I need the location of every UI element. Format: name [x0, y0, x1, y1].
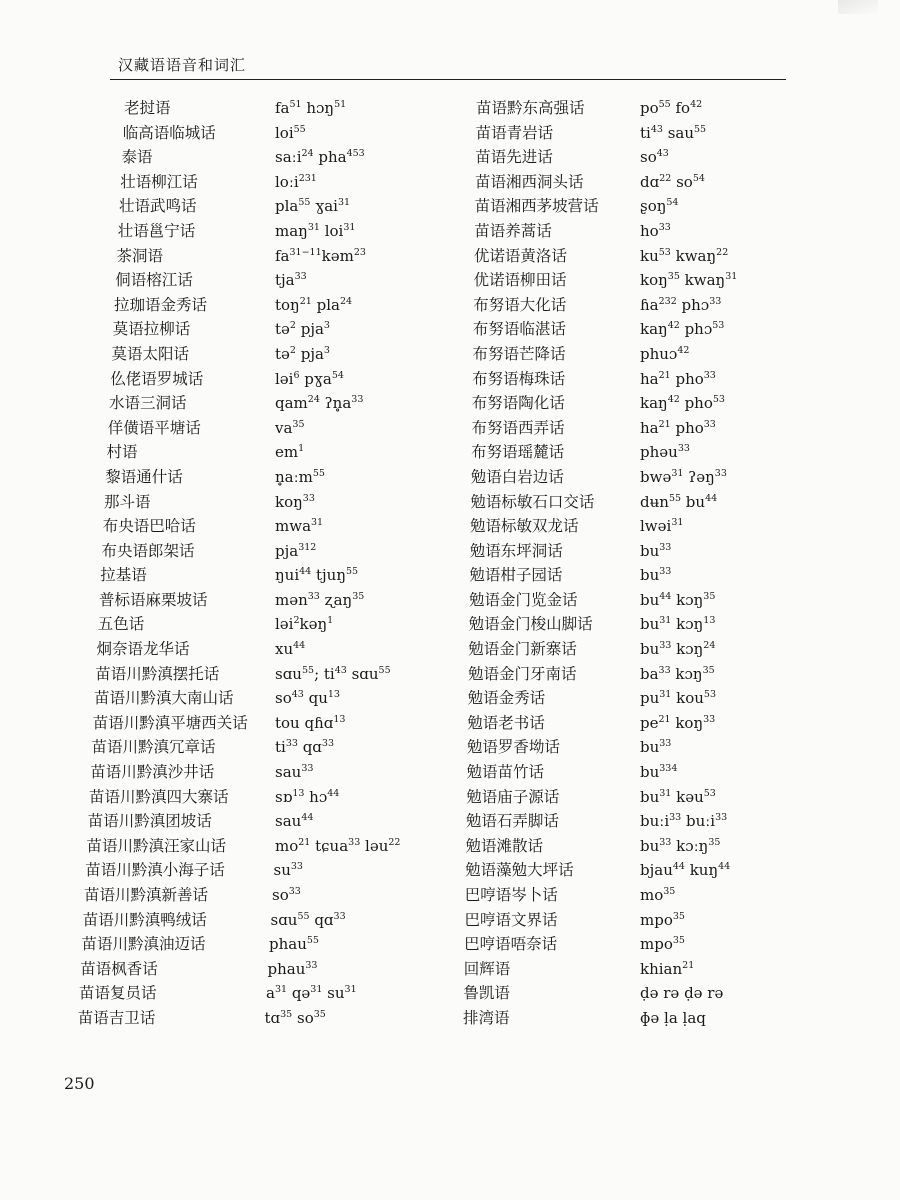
phonetic-form: koŋ$^{35}$ kwaŋ$^{31}$: [640, 271, 738, 290]
phonetic-form: lwəi$^{31}$: [640, 517, 684, 536]
entry-row: [0, 908, 900, 933]
entry-row: [0, 735, 900, 760]
language-name: 排湾语: [463, 1008, 510, 1027]
entry-row: [0, 244, 900, 269]
phonetic-form: sau$^{44}$: [275, 812, 314, 831]
language-name: 勉语藻勉大坪话: [465, 861, 574, 880]
phonetic-form: $bu^{31}$ kɔŋ$^{13}$: [640, 615, 716, 634]
entry-row: [0, 834, 900, 859]
phonetic-form: tou qɦɑ$^{13}$: [275, 713, 346, 732]
entry-row: [0, 809, 900, 834]
phonetic-form: tə$^2$ pja$^3$: [275, 344, 330, 363]
language-name: 炯奈语龙华话: [96, 640, 190, 659]
phonetic-form: $bu^{33}$: [640, 738, 672, 757]
phonetic-form: $su^{33}$: [273, 861, 303, 880]
right-column: [0, 96, 900, 1031]
entry-row: [0, 858, 900, 883]
language-name: 布努语临湛话: [472, 320, 566, 339]
phonetic-form: $bu^{31}$ kəu$^{53}$: [640, 787, 716, 806]
phonetic-form: pja$^{312}$: [275, 541, 317, 560]
language-name: 勉语柑子园话: [469, 566, 563, 585]
language-name: 佯僙语平塘话: [107, 418, 201, 437]
entry-row: [0, 711, 900, 736]
language-name: 苗语枫香话: [80, 959, 158, 978]
phonetic-form: $mo^{21}$ tɕua$^{33}$ ləu$^{22}$: [275, 836, 401, 855]
phonetic-form: $a^{31}$ qə$^{31}$ $su^{31}$: [266, 984, 357, 1003]
phonetic-form: $ba^{33}$ kɔŋ$^{35}$: [640, 664, 715, 683]
language-name: 莫语拉柳话: [112, 320, 191, 339]
language-name: 勉语石弄脚话: [465, 812, 559, 831]
language-name: 优诺语柳田话: [473, 271, 567, 290]
phonetic-form: phau$^{33}$: [267, 959, 318, 978]
language-name: 拉珈语金秀话: [114, 295, 208, 314]
language-name: 勉语庙子源话: [466, 787, 560, 806]
language-name: 巴哼语文界话: [464, 910, 558, 929]
phonetic-form: $po^{55}$ $fo^{42}$: [640, 99, 703, 117]
phonetic-form: koŋ$^{33}$: [275, 492, 315, 511]
phonetic-form: $bu^{44}$ kɔŋ$^{35}$: [640, 590, 716, 609]
language-name: 临高语临城话: [122, 123, 216, 142]
language-name: 苗语吉卫话: [77, 1008, 156, 1027]
phonetic-form: ləi$^6$ pɣa$^{54}$: [275, 369, 344, 388]
language-name: 布央语巴哈话: [102, 517, 196, 536]
phonetic-form: kaŋ$^{42}$ pho$^{53}$: [640, 394, 725, 413]
entry-row: [0, 883, 900, 908]
language-name: 勉语老书话: [467, 713, 545, 732]
page-number: 250: [64, 1074, 95, 1093]
language-name: 壮语柳江话: [120, 172, 198, 191]
language-name: 勉语罗香坳话: [466, 738, 560, 757]
language-name: 侗语榕江话: [115, 271, 193, 290]
phonetic-form: $em^1$: [275, 443, 305, 462]
phonetic-form: $so^{33}$: [272, 886, 301, 904]
entry-row: [0, 416, 900, 441]
language-name: 苗语养蒿话: [474, 221, 552, 240]
language-name: 苗语川黔滇油迈话: [81, 935, 206, 954]
language-name: 布努语西弄话: [471, 418, 565, 437]
phonetic-form: $so^{43}$ $qu^{13}$: [275, 689, 340, 708]
phonetic-form: ʂoŋ$^{54}$: [640, 197, 679, 216]
entry-row: [0, 391, 900, 416]
entry-row: [0, 490, 900, 515]
language-name: 五色话: [97, 615, 145, 634]
running-header: 汉藏语语音和词汇: [118, 56, 247, 74]
phonetic-form: mən$^{33}$ ʐaŋ$^{35}$: [275, 590, 365, 609]
language-name: 鲁凯语: [463, 984, 510, 1003]
language-name: 优诺语黄洛话: [473, 246, 567, 265]
entry-row: [0, 588, 900, 613]
entry-row: [0, 367, 900, 392]
entry-row: [0, 785, 900, 810]
language-name: 布努语大化话: [473, 295, 567, 314]
phonetic-form: n̥aːm$^{55}$: [275, 467, 325, 486]
language-name: 苗语川黔滇大南山话: [94, 689, 234, 708]
entry-row: [0, 981, 900, 1006]
entry-row: [0, 465, 900, 490]
phonetic-form: phuɔ$^{42}$: [640, 344, 690, 363]
phonetic-form: loːi$^{231}$: [275, 172, 317, 191]
language-name: 苗语川黔滇冗章话: [91, 738, 216, 757]
entry-row: [0, 686, 900, 711]
entry-row: [0, 662, 900, 687]
language-name: 苗语复员话: [79, 984, 157, 1003]
language-name: 黎语通什话: [105, 467, 183, 486]
phonetic-form: mpo$^{35}$: [640, 910, 685, 929]
entry-row: [0, 539, 900, 564]
phonetic-form: maŋ$^{31}$ loi$^{31}$: [275, 221, 356, 240]
language-name: 勉语白岩边话: [470, 467, 564, 486]
phonetic-form: qam$^{24}$ $ʔn̥a^{33}$: [275, 394, 364, 413]
language-name: 苗语川黔滇摆托话: [95, 664, 220, 683]
language-name: 苗语川黔滇四大寨话: [89, 787, 229, 806]
language-name: 壮语邕宁话: [117, 221, 196, 240]
entry-row: [0, 145, 900, 170]
phonetic-form: $so^{43}$: [640, 148, 669, 167]
language-name: 勉语苗竹话: [466, 763, 545, 782]
entry-row: [0, 637, 900, 662]
phonetic-form: $pu^{31}$ kou$^{53}$: [640, 689, 717, 708]
language-name: 巴哼语岑卜话: [464, 886, 558, 904]
phonetic-form: $bu^{33}$: [640, 541, 672, 560]
language-name: 布央语郎架话: [101, 541, 195, 560]
entry-row: [0, 514, 900, 539]
header-rule: [110, 79, 786, 80]
phonetic-form: phəu$^{33}$: [640, 443, 690, 462]
language-name: 苗语黔东高强话: [476, 99, 585, 117]
language-name: 普标语麻栗坡话: [99, 590, 208, 609]
language-name: 布努语芒降话: [472, 344, 566, 363]
language-name: 苗语川黔滇团坡话: [87, 812, 212, 831]
phonetic-form: khian$^{21}$: [640, 959, 695, 978]
language-name: 苗语湘西洞头话: [474, 172, 584, 191]
phonetic-form: buːi$^{33}$ buːi$^{33}$: [640, 812, 728, 831]
phonetic-form: ɸə ḷa ḷaq: [640, 1008, 706, 1027]
language-name: 勉语滩散话: [465, 836, 544, 855]
language-name: 苗语川黔滇小海子话: [85, 861, 225, 880]
phonetic-form: $ho^{33}$: [640, 221, 671, 240]
phonetic-form: $bu^{33}$: [640, 566, 672, 585]
language-name: 勉语金门梭山脚话: [468, 615, 593, 634]
phonetic-form: sɑu$^{55}$ qɑ$^{33}$: [270, 910, 346, 929]
language-name: 苗语川黔滇汪家山话: [86, 836, 227, 855]
phonetic-form: toŋ$^{21}$ pla$^{24}$: [275, 295, 353, 314]
phonetic-form: mpo$^{35}$: [640, 935, 685, 954]
phonetic-form: $bu^{33}$ kɔːŋ$^{35}$: [640, 836, 721, 855]
entry-row: [0, 268, 900, 293]
entry-row: [0, 342, 900, 367]
language-name: 勉语标敏石口交话: [470, 492, 595, 511]
phonetic-form: ləi$^2$kəŋ$^1$: [275, 615, 334, 634]
language-name: 仫佬语罗城话: [110, 369, 204, 388]
language-name: 拉基语: [100, 566, 147, 585]
language-name: 村语: [106, 443, 138, 462]
language-name: 苗语川黔滇平塘西关话: [92, 713, 248, 732]
page-corner-shadow: [838, 0, 878, 14]
language-name: 老挝语: [124, 99, 171, 117]
phonetic-form: $ti^{43}$ sau$^{55}$: [640, 123, 707, 142]
language-name: 回辉语: [463, 959, 511, 978]
language-name: 壮语武鸣话: [119, 197, 197, 216]
phonetic-form: ɦa$^{232}$ phɔ$^{33}$: [640, 295, 722, 314]
phonetic-form: $pe^{21}$ koŋ$^{33}$: [640, 713, 716, 732]
language-name: 苗语川黔滇鸭绒话: [82, 910, 207, 929]
phonetic-form: loi$^{55}$: [275, 123, 306, 142]
phonetic-form: mwa$^{31}$: [275, 517, 324, 536]
phonetic-form: $bu^{334}$: [640, 763, 678, 782]
language-name: 布努语瑶麓话: [471, 443, 565, 462]
language-name: 勉语金门牙南话: [467, 664, 577, 683]
phonetic-form: dɑ$^{22}$ $so^{54}$: [640, 172, 705, 191]
phonetic-form: $ha^{21}$ pho$^{33}$: [640, 369, 716, 388]
phonetic-form: tja$^{33}$: [275, 271, 307, 290]
language-name: 勉语标敏双龙话: [470, 517, 579, 536]
entry-row: [0, 121, 900, 146]
phonetic-form: phau$^{55}$: [269, 935, 319, 954]
phonetic-form: bjau$^{44}$ kuŋ$^{44}$: [640, 861, 731, 880]
entry-row: [0, 440, 900, 465]
phonetic-form: ŋui$^{44}$ tjuŋ$^{55}$: [275, 566, 359, 585]
phonetic-form: ḍə rə ḍə rə: [640, 984, 724, 1003]
phonetic-form: $ti^{33}$ qɑ$^{33}$: [275, 738, 334, 757]
phonetic-form: tə$^2$ pja$^3$: [275, 320, 330, 339]
language-name: 巴哼语唔奈话: [464, 935, 558, 954]
language-name: 勉语金秀话: [467, 689, 546, 708]
phonetic-form: $mo^{35}$: [640, 886, 676, 904]
phonetic-form: saːi$^{24}$ pha$^{453}$: [275, 148, 365, 167]
language-name: 苗语川黔滇沙井话: [90, 763, 215, 782]
phonetic-form: $fa^{51}$ hɔŋ$^{51}$: [275, 99, 347, 117]
phonetic-form: tɑ$^{35}$ $so^{35}$: [264, 1008, 326, 1027]
phonetic-form: bwə$^{31}$ ʔəŋ$^{33}$: [640, 467, 727, 486]
phonetic-form: $va^{35}$: [275, 418, 305, 437]
phonetic-form: pla$^{55}$ ɣai$^{31}$: [275, 197, 351, 216]
language-name: 布努语梅珠话: [472, 369, 566, 388]
entry-row: [0, 760, 900, 785]
entry-row: [0, 96, 900, 121]
entry-row: [0, 317, 900, 342]
language-name: 苗语湘西茅坡营话: [474, 197, 599, 216]
entry-row: [0, 170, 900, 195]
entry-row: [0, 219, 900, 244]
language-name: 苗语先进话: [475, 148, 553, 167]
phonetic-form: sɒ$^{13}$ hɔ$^{44}$: [275, 787, 340, 806]
language-name: 莫语太阳话: [111, 344, 190, 363]
language-name: 布努语陶化话: [471, 394, 565, 413]
entry-row: [0, 932, 900, 957]
language-name: 苗语川黔滇新善话: [84, 886, 209, 904]
language-name: 勉语金门览金话: [469, 590, 578, 609]
language-name: 那斗语: [104, 492, 151, 511]
phonetic-form: $ha^{21}$ pho$^{33}$: [640, 418, 716, 437]
language-name: 泰语: [121, 148, 153, 167]
phonetic-form: sɑu$^{55}$; $ti^{43}$ sɑu$^{55}$: [275, 664, 391, 683]
entry-row: [0, 1006, 900, 1031]
phonetic-form: sau$^{33}$: [275, 763, 314, 782]
language-name: 勉语金门新寨话: [468, 640, 577, 659]
phonetic-form: $bu^{33}$ kɔŋ$^{24}$: [640, 640, 716, 659]
phonetic-form: $ku^{53}$ kwaŋ$^{22}$: [640, 246, 729, 265]
phonetic-form: $fa^{31-11}kəm^{23}$: [275, 246, 366, 265]
phonetic-form: dʉn$^{55}$ $bu^{44}$: [640, 492, 718, 511]
entry-row: [0, 293, 900, 318]
entry-row: [0, 612, 900, 637]
entry-row: [0, 957, 900, 982]
entry-row: [0, 563, 900, 588]
phonetic-form: kaŋ$^{42}$ phɔ$^{53}$: [640, 320, 725, 339]
phonetic-form: $xu^{44}$: [275, 640, 306, 659]
language-name: 苗语青岩话: [475, 123, 554, 142]
language-name: 茶洞语: [116, 246, 164, 265]
language-name: 勉语东坪洞话: [469, 541, 563, 560]
entry-row: [0, 194, 900, 219]
language-name: 水语三洞话: [109, 394, 187, 413]
